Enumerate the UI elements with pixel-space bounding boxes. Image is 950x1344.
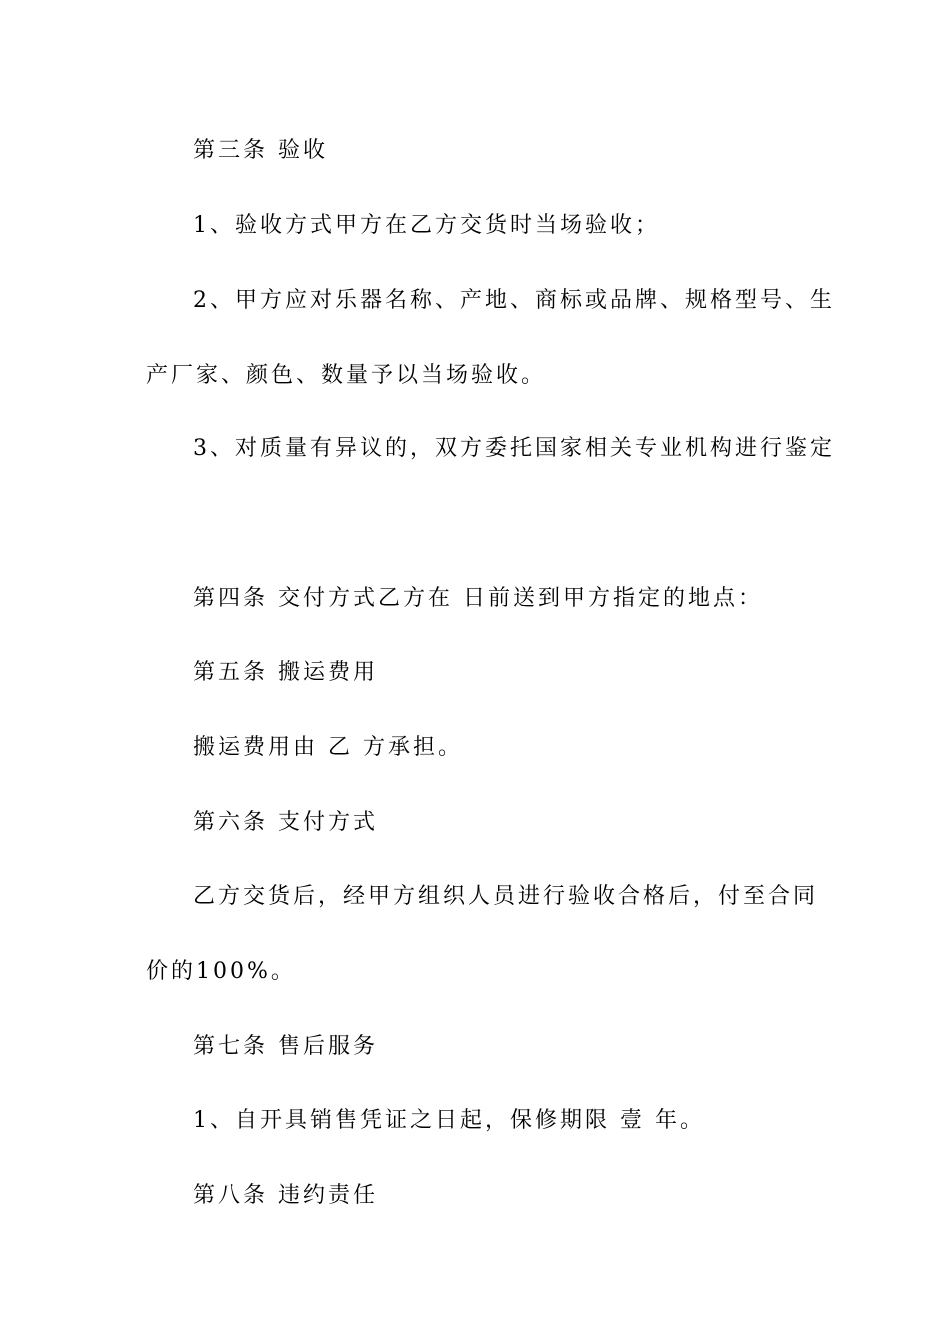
article-6-text-line-2: 价的100%。	[146, 959, 296, 984]
article-3-item-3: 3、对质量有异议的，双方委托国家相关专业机构进行鉴定	[193, 436, 835, 461]
article-7-heading: 第七条 售后服务	[193, 1034, 378, 1059]
article-4-text: 第四条 交付方式乙方在 日前送到甲方指定的地点：	[193, 586, 763, 611]
article-3-item-2-line-1: 2、甲方应对乐器名称、产地、商标或品牌、规格型号、生	[193, 288, 835, 313]
article-8-heading: 第八条 违约责任	[193, 1183, 378, 1208]
article-5-text: 搬运费用由 乙 方承担。	[193, 735, 463, 760]
article-5-heading: 第五条 搬运费用	[193, 660, 378, 685]
article-6-text-line-1: 乙方交货后，经甲方组织人员进行验收合格后，付至合同	[193, 884, 819, 909]
article-3-item-2-line-2: 产厂家、颜色、数量予以当场验收。	[146, 363, 547, 388]
article-3-item-1: 1、验收方式甲方在乙方交货时当场验收；	[193, 213, 660, 238]
article-6-heading: 第六条 支付方式	[193, 810, 378, 835]
article-3-heading: 第三条 验收	[193, 138, 328, 163]
article-7-item-1: 1、自开具销售凭证之日起，保修期限 壹 年。	[193, 1108, 705, 1133]
